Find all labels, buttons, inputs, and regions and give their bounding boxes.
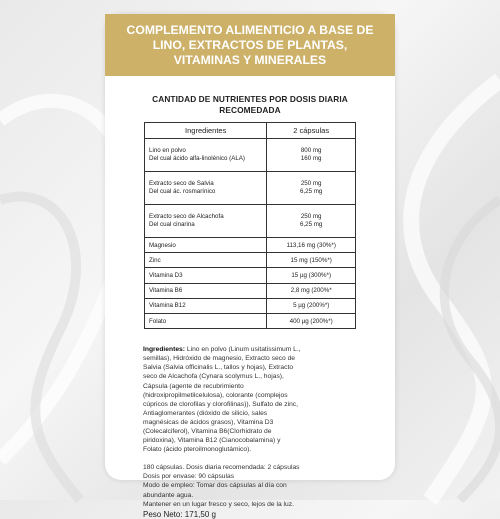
ingredients-line: seco de Alcachofa (Cynara scolymus L., hojas), <box>143 373 284 381</box>
info-line: Dosis por envase: 90 cápsulas <box>143 473 235 481</box>
ingredient-cell: Vitamina D3 <box>145 268 267 283</box>
ingredients-line: (hidroxipropilmetilcelulosa), colorante (complejos <box>143 391 288 399</box>
amount-cell: 250 mg 6,25 mg <box>267 172 356 205</box>
ingredient-cell: Vitamina B12 <box>145 298 267 313</box>
info-line: Modo de empleo: Tomar dos cápsulas al día con <box>143 482 287 490</box>
ingredients-line: (Colecalciferol), Vitamina B6(Clorhidrato de <box>143 427 272 435</box>
column-header-amount: 2 cápsulas <box>267 123 356 139</box>
header-line: LINO, EXTRACTOS DE PLANTAS, <box>152 37 348 52</box>
net-weight: Peso Neto: 171,50 g <box>143 509 216 519</box>
amount-cell: 2,8 mg (200%* <box>267 283 356 298</box>
header-banner <box>105 14 395 76</box>
header-line: COMPLEMENTO ALIMENTICIO A BASE DE <box>126 22 374 37</box>
ingredient-cell: Lino en polvo Del cual ácido alfa-linolénico (ALA) <box>145 139 267 172</box>
ingredients-text: Lino en polvo (Linum usitatissimum L., <box>185 346 301 354</box>
table-row <box>145 172 356 205</box>
table-row <box>145 139 356 172</box>
info-line: 180 cápsulas. Dosis diaria recomendada: 2 cápsulas <box>143 464 300 472</box>
ingredient-cell: Folato <box>145 313 267 328</box>
table-header-row <box>145 123 356 139</box>
amount-cell: 15 µg (300%*) <box>267 268 356 283</box>
amount-cell: 113,16 mg (30%*) <box>267 238 356 253</box>
amount-cell: 5 µg (200%*) <box>267 298 356 313</box>
label-card <box>105 14 395 519</box>
nutrient-table-title <box>105 94 395 116</box>
table-row <box>145 298 356 313</box>
ingredients-line: Folato (ácido pteroilmonoglutámico). <box>143 446 252 454</box>
table-row <box>145 283 356 298</box>
ingredients-line: Cápsula (agente de recubrimiento <box>143 382 244 390</box>
ingredients-label: Ingredientes: <box>143 346 185 354</box>
ingredients-line: semillas), Hidróxido de magnesio, Extracto seco de <box>143 355 296 363</box>
ingredient-cell: Vitamina B6 <box>145 283 267 298</box>
ingredient-cell: Magnesio <box>145 238 267 253</box>
ingredient-cell: Extracto seco de Alcachofa Del cual cinarina <box>145 205 267 238</box>
table-row <box>145 205 356 238</box>
ingredients-line: piridoxina), Vitamina B12 (Cianocobalamina) y <box>143 437 281 445</box>
ingredient-cell: Zinc <box>145 253 267 268</box>
amount-cell: 250 mg 6,25 mg <box>267 205 356 238</box>
subtitle-line: RECOMEDADA <box>219 105 281 115</box>
column-header-ingredients: Ingredientes <box>145 123 267 139</box>
nutrient-table <box>144 122 356 329</box>
table-row <box>145 238 356 253</box>
ingredients-line: magnésicas de ácidos grasos), Vitamina D3 <box>143 418 274 426</box>
ingredients-line <box>143 345 365 354</box>
amount-cell: 15 mg (150%*) <box>267 253 356 268</box>
table-row <box>145 253 356 268</box>
table-row <box>145 313 356 328</box>
info-line: abundante agua. <box>143 491 194 499</box>
usage-info <box>143 463 368 508</box>
header-line: VITAMINAS Y MINERALES <box>173 52 327 67</box>
subtitle-line: CANTIDAD DE NUTRIENTES POR DOSIS DIARIA <box>152 94 348 104</box>
ingredients-line: Salvia (Salvia officinalis L., tallos y hojas), Extracto <box>143 364 294 372</box>
ingredients-paragraph <box>143 345 365 454</box>
ingredient-cell: Extracto seco de Salvia Del cual ác. rosmarínico <box>145 172 267 205</box>
table-row <box>145 268 356 283</box>
ingredients-line: Antiaglomerantes (dióxido de silicio, sales <box>143 409 268 417</box>
ingredients-line: cúpricos de clorofilas y clorofilinas)), Sulfato de zinc, <box>143 400 298 408</box>
info-line: Mantener en un lugar fresco y seco, lejos de la luz. <box>143 500 294 508</box>
amount-cell: 400 µg (200%*) <box>267 313 356 328</box>
amount-cell: 800 mg 160 mg <box>267 139 356 172</box>
